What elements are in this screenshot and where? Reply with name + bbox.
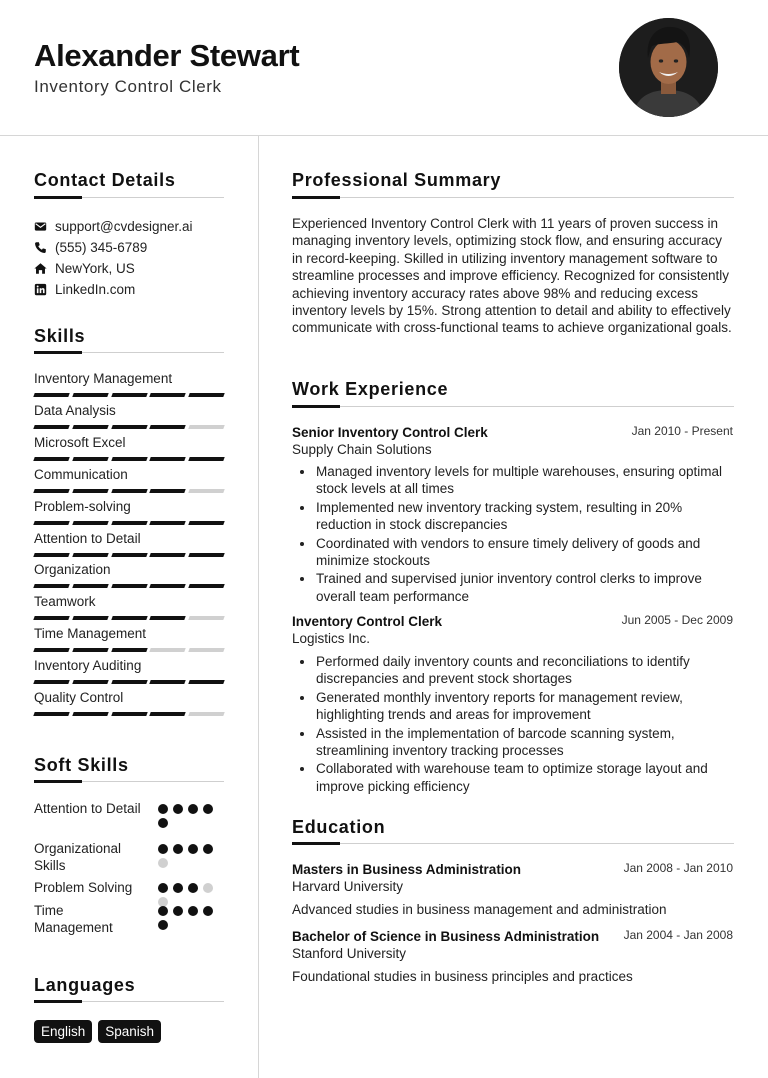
experience-heading: Work Experience: [292, 379, 449, 399]
soft-skills-rule: [34, 781, 224, 782]
education-dates: Jan 2004 - Jan 2008: [623, 928, 733, 942]
contact-location: [34, 261, 135, 276]
soft-skill-label: Attention to Detail: [34, 801, 141, 816]
education-school: Stanford University: [292, 946, 407, 961]
skill-item: [34, 403, 224, 429]
soft-skill-rating: [158, 906, 218, 930]
skill-level-segment: [111, 616, 147, 620]
skill-level-segment: [188, 457, 224, 461]
rating-dot: [158, 804, 168, 814]
education-school: Harvard University: [292, 879, 404, 894]
skill-level-segment: [111, 521, 147, 525]
skill-item: [34, 435, 224, 461]
skill-level-segment: [111, 648, 147, 652]
rating-dot: [173, 844, 183, 854]
skill-level-segment: [33, 680, 69, 684]
contact-phone[interactable]: [34, 240, 147, 255]
skill-item: [34, 562, 224, 588]
skill-item: [34, 594, 224, 620]
skill-item: [34, 626, 224, 652]
rating-dot: [188, 883, 198, 893]
soft-skill-label: Time Management: [34, 903, 113, 935]
location-text: NewYork, US: [55, 261, 135, 276]
rating-dot: [188, 804, 198, 814]
skill-level-segment: [33, 521, 69, 525]
skill-level-segment: [72, 680, 108, 684]
languages-rule: [34, 1001, 224, 1002]
skills-heading: Skills: [34, 326, 86, 346]
summary-rule: [292, 197, 734, 198]
skill-item: [34, 467, 224, 493]
education-heading: Education: [292, 817, 386, 837]
soft-skill-item: [34, 800, 234, 840]
rating-dot: [203, 883, 213, 893]
education-degree: Masters in Business Administration: [292, 862, 522, 877]
job-role: Inventory Control Clerk: [292, 614, 443, 629]
skill-level-segment: [111, 489, 147, 493]
rating-dot: [158, 906, 168, 916]
skills-rule: [34, 352, 224, 353]
skill-level-segment: [33, 584, 69, 588]
skill-label: Problem-solving: [34, 498, 131, 514]
contact-rule: [34, 197, 224, 198]
job-dates: Jan 2010 - Present: [631, 424, 733, 438]
soft-skill-label: Organizational Skills: [34, 841, 122, 873]
skill-item: [34, 690, 224, 716]
skill-level-segment: [188, 553, 224, 557]
skill-level-segment: [72, 425, 108, 429]
skill-level-segment: [188, 425, 224, 429]
job-bullets: [298, 653, 734, 796]
job-company: Logistics Inc.: [292, 631, 371, 646]
bullet-item: Performed daily inventory counts and reconciliations to identify discrepancies and prevent stock shortages: [298, 653, 734, 688]
bullet-item: Managed inventory levels for multiple warehouses, ensuring optimal stock levels at all times: [298, 463, 734, 498]
skill-level-segment: [72, 712, 108, 716]
rating-dot: [173, 883, 183, 893]
skill-level-segment: [72, 489, 108, 493]
skill-level-segment: [188, 521, 224, 525]
education-description: Advanced studies in business management and administration: [292, 902, 667, 917]
rating-dot: [158, 858, 168, 868]
home-icon: [34, 262, 47, 275]
skill-level-segment: [188, 680, 224, 684]
language-tags: [34, 1020, 161, 1043]
skill-level-bar: [34, 457, 224, 461]
summary-text: Experienced Inventory Control Clerk with 11 years of proven success in managing inventory levels, optimizing stock flow, and ensuring accuracy in record-keeping. Skilled in utilizing inventory management software to streamline processes and improve efficiency. Recognized for consistently achieving inventory accuracy rates above 98% and reducing excess inventory levels by 15%. Strong attention to detail and ability to effectively communicate with cross-functional teams to achieve organizational goals.: [292, 216, 732, 336]
skill-level-segment: [111, 553, 147, 557]
skill-label: Data Analysis: [34, 402, 116, 418]
soft-skill-rating: [158, 844, 218, 868]
skill-level-bar: [34, 489, 224, 493]
skill-level-segment: [33, 648, 69, 652]
rating-dot: [188, 906, 198, 916]
skill-level-segment: [72, 648, 108, 652]
rating-dot: [158, 920, 168, 930]
skill-label: Inventory Auditing: [34, 658, 142, 674]
skill-level-segment: [111, 393, 147, 397]
envelope-icon: [34, 220, 47, 233]
skill-level-bar: [34, 712, 224, 716]
skill-label: Attention to Detail: [34, 530, 141, 546]
job-role: Senior Inventory Control Clerk: [292, 425, 488, 440]
skill-label: Inventory Management: [34, 371, 173, 386]
skill-item: [34, 371, 224, 397]
skill-label: Time Management: [34, 626, 147, 642]
skill-level-segment: [150, 393, 186, 397]
skill-item: [34, 531, 224, 557]
skill-level-segment: [188, 393, 224, 397]
candidate-name: Alexander Stewart: [34, 38, 300, 73]
phone-icon: [34, 241, 47, 254]
skill-level-segment: [111, 584, 147, 588]
avatar: [619, 18, 718, 117]
skill-level-segment: [72, 584, 108, 588]
rating-dot: [173, 804, 183, 814]
skill-item: [34, 658, 224, 684]
rating-dot: [173, 906, 183, 916]
skill-level-segment: [188, 489, 224, 493]
phone-text: (555) 345-6789: [55, 240, 148, 255]
skill-level-bar: [34, 393, 224, 397]
skill-level-bar: [34, 425, 224, 429]
skill-level-segment: [150, 680, 186, 684]
skill-level-segment: [33, 457, 69, 461]
skill-level-segment: [33, 425, 69, 429]
skill-level-segment: [33, 616, 69, 620]
skill-level-segment: [33, 553, 69, 557]
skill-level-segment: [188, 616, 224, 620]
skill-level-segment: [150, 553, 186, 557]
skill-level-bar: [34, 553, 224, 557]
skill-level-segment: [188, 584, 224, 588]
soft-skills-heading: Soft Skills: [34, 755, 129, 775]
job-company: Supply Chain Solutions: [292, 442, 432, 457]
bullet-item: Assisted in the implementation of barcode scanning system, streamlining inventory tracking processes: [298, 725, 734, 760]
bullet-item: Implemented new inventory tracking system, resulting in 20% reduction in stock discrepancies: [298, 499, 734, 534]
bullet-item: Coordinated with vendors to ensure timely delivery of goods and minimize stockouts: [298, 535, 734, 570]
education-degree: Bachelor of Science in Business Administration: [292, 929, 600, 944]
skill-label: Microsoft Excel: [34, 434, 126, 450]
bullet-item: Generated monthly inventory reports for management review, highlighting trends and areas for improvement: [298, 689, 734, 724]
email-text: support@cvdesigner.ai: [55, 219, 193, 234]
skill-level-segment: [72, 457, 108, 461]
job-dates: Jun 2005 - Dec 2009: [621, 613, 733, 627]
skill-level-segment: [111, 425, 147, 429]
summary-heading: Professional Summary: [292, 170, 502, 190]
skill-level-segment: [150, 584, 186, 588]
skill-level-segment: [150, 489, 186, 493]
education-description: Foundational studies in business principles and practices: [292, 969, 633, 984]
skill-level-segment: [150, 457, 186, 461]
skill-level-segment: [72, 616, 108, 620]
skill-level-bar: [34, 680, 224, 684]
contact-heading: Contact Details: [34, 170, 176, 190]
skill-level-segment: [111, 680, 147, 684]
skill-level-segment: [150, 712, 186, 716]
skill-label: Quality Control: [34, 690, 124, 705]
rating-dot: [203, 804, 213, 814]
soft-skill-item: [34, 840, 234, 880]
rating-dot: [203, 906, 213, 916]
bullet-item: Trained and supervised junior inventory control clerks to improve overall team performance: [298, 570, 734, 605]
rating-dot: [188, 844, 198, 854]
skill-level-segment: [111, 712, 147, 716]
language-tag: Spanish: [98, 1020, 161, 1043]
rating-dot: [158, 818, 168, 828]
skill-level-bar: [34, 584, 224, 588]
skill-label: Organization: [34, 562, 111, 578]
skill-level-segment: [72, 553, 108, 557]
linkedin-icon: [34, 283, 47, 296]
education-dates: Jan 2008 - Jan 2010: [623, 861, 733, 875]
skill-level-bar: [34, 648, 224, 652]
profile-photo-icon: [619, 18, 718, 117]
skill-level-segment: [72, 521, 108, 525]
rating-dot: [158, 844, 168, 854]
skill-level-segment: [72, 393, 108, 397]
skill-level-segment: [150, 425, 186, 429]
language-tag: English: [34, 1020, 92, 1043]
skill-level-segment: [33, 712, 69, 716]
rating-dot: [158, 883, 168, 893]
skill-level-segment: [150, 521, 186, 525]
contact-linkedin[interactable]: [34, 282, 135, 297]
skill-level-bar: [34, 521, 224, 525]
skill-level-segment: [188, 648, 224, 652]
skill-level-segment: [188, 712, 224, 716]
skill-level-segment: [111, 457, 147, 461]
skill-label: Teamwork: [34, 594, 96, 610]
resume-header: [0, 0, 768, 136]
contact-email[interactable]: [34, 219, 193, 234]
soft-skill-label: Problem Solving: [34, 880, 133, 895]
languages-heading: Languages: [34, 975, 136, 995]
skill-level-segment: [33, 393, 69, 397]
column-divider: [258, 136, 259, 1078]
experience-rule: [292, 406, 734, 407]
skill-level-segment: [150, 616, 186, 620]
skill-label: Communication: [34, 466, 128, 482]
education-rule: [292, 843, 734, 844]
skill-level-bar: [34, 616, 224, 620]
skill-level-segment: [150, 648, 186, 652]
job-bullets: [298, 463, 734, 606]
linkedin-text: LinkedIn.com: [55, 282, 136, 297]
skill-level-segment: [33, 489, 69, 493]
bullet-item: Collaborated with warehouse team to optimize storage layout and improve picking efficiency: [298, 760, 734, 795]
rating-dot: [203, 844, 213, 854]
skill-item: [34, 499, 224, 525]
candidate-title: Inventory Control Clerk: [34, 77, 222, 96]
soft-skill-item: [34, 902, 234, 942]
soft-skill-rating: [158, 804, 218, 828]
